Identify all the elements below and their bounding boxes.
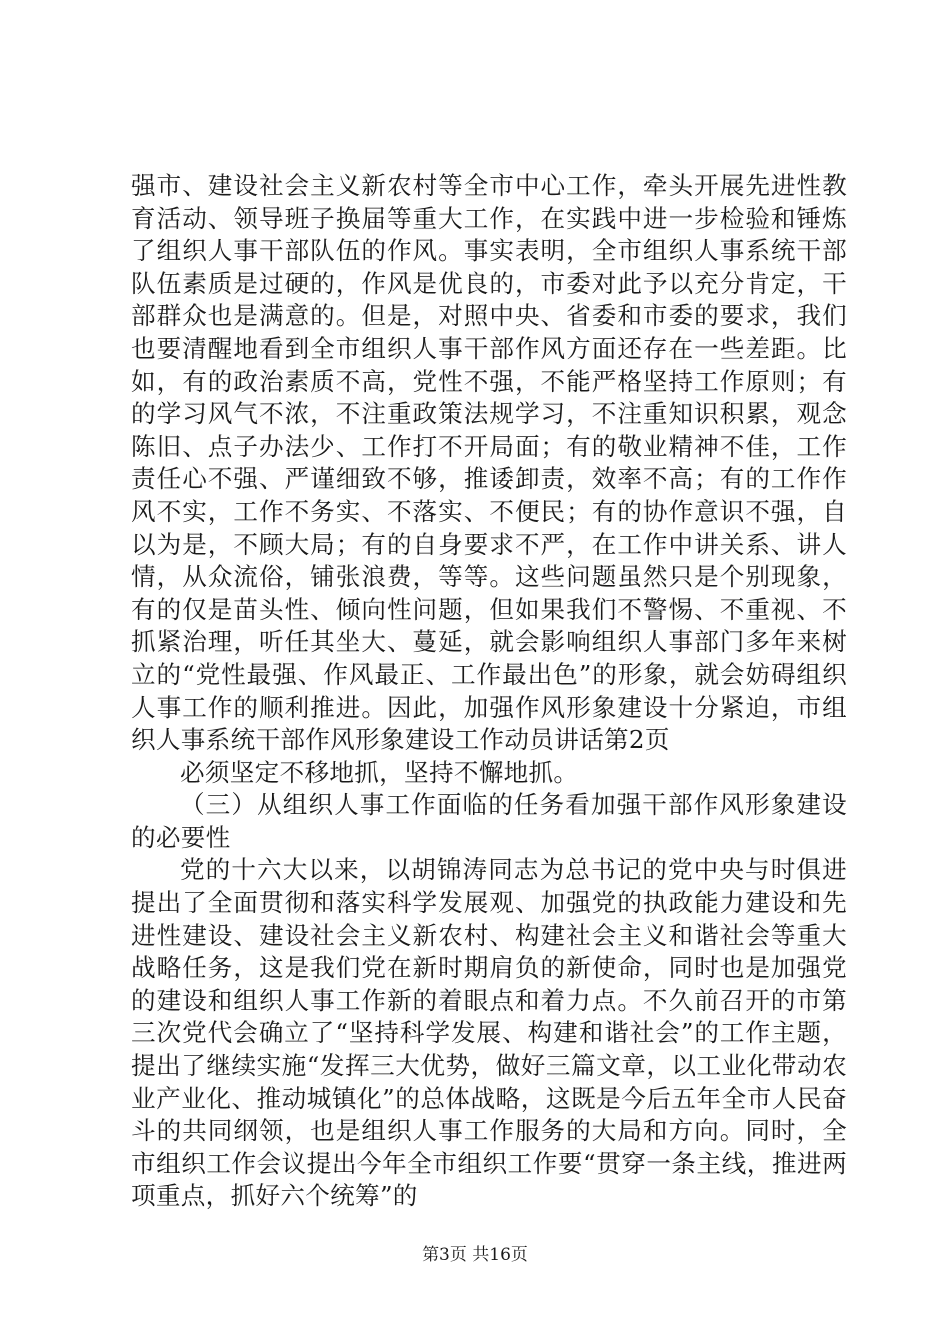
paragraph-work-style-gaps: 强市、建设社会主义新农村等全市中心工作，牵头开展先进性教育活动、领导班子换届等重大工作，在实践中进一步检验和锤炼了组织人事干部队伍的作风。事实表明，全市组织人事系统干部队伍素质是过硬的，作风是优良的，市委对此予以充分肯定，干部群众也是满意的。但是，对照中央、省委和市委的要求，我们也要清醒地看到全市组织人事干部作风方面还存在一些差距。比如，有的政治素质不高，党性不强，不能严格坚持工作原则；有的学习风气不浓，不注重政策法规学习，不注重知识积累，观念陈旧、点子办法少、工作打不开局面；有的敬业精神不佳，工作责任心不强、严谨细致不够，推诿卸责，效率不高；有的工作作风不实，工作不务实、不落实、不便民；有的协作意识不强，自以为是，不顾大局；有的自身要求不严，在工作中讲关系、讲人情，从众流俗，铺张浪费，等等。这些问题虽然只是个别现象，有的仅是苗头性、倾向性问题，但如果我们不警惕、不重视、不抓紧治理，听任其坐大、蔓延，就会影响组织人事部门多年来树立的“党性最强、作风最正、工作最出色”的形象，就会妨碍组织人事工作的顺利推进。因此，加强作风形象建设十分紧迫，市组织人事系统干部作风形象建设工作动员讲话第2页 (131, 171, 847, 755)
paragraph-party-tasks: 党的十六大以来，以胡锦涛同志为总书记的党中央与时俱进提出了全面贯彻和落实科学发展观、加强党的执政能力建设和先进性建设、建设社会主义新农村、构建社会主义和谐社会等重大战略任务，这是我们党在新时期肩负的新使命，同时也是加强党的建设和组织人事工作新的着眼点和着力点。不久前召开的市第三次党代会确立了“坚持科学发展、构建和谐社会”的工作主题，提出了继续实施“发挥三大优势，做好三篇文章，以工业化带动农业产业化、推动城镇化”的总体战略，这既是今后五年全市人民奋斗的共同纲领，也是组织人事工作服务的大局和方向。同时，全市组织工作会议提出今年全市组织工作要“贯穿一条主线，推进两项重点，抓好六个统筹”的 (131, 855, 847, 1211)
body-text (131, 170, 847, 1213)
section-heading-3: （三）从组织人事工作面临的任务看加强干部作风形象建设的必要性 (131, 790, 847, 852)
page-footer: 第3页 共16页 (422, 1245, 528, 1265)
paragraph-must-persist: 必须坚定不移地抓，坚持不懈地抓。 (180, 757, 579, 787)
